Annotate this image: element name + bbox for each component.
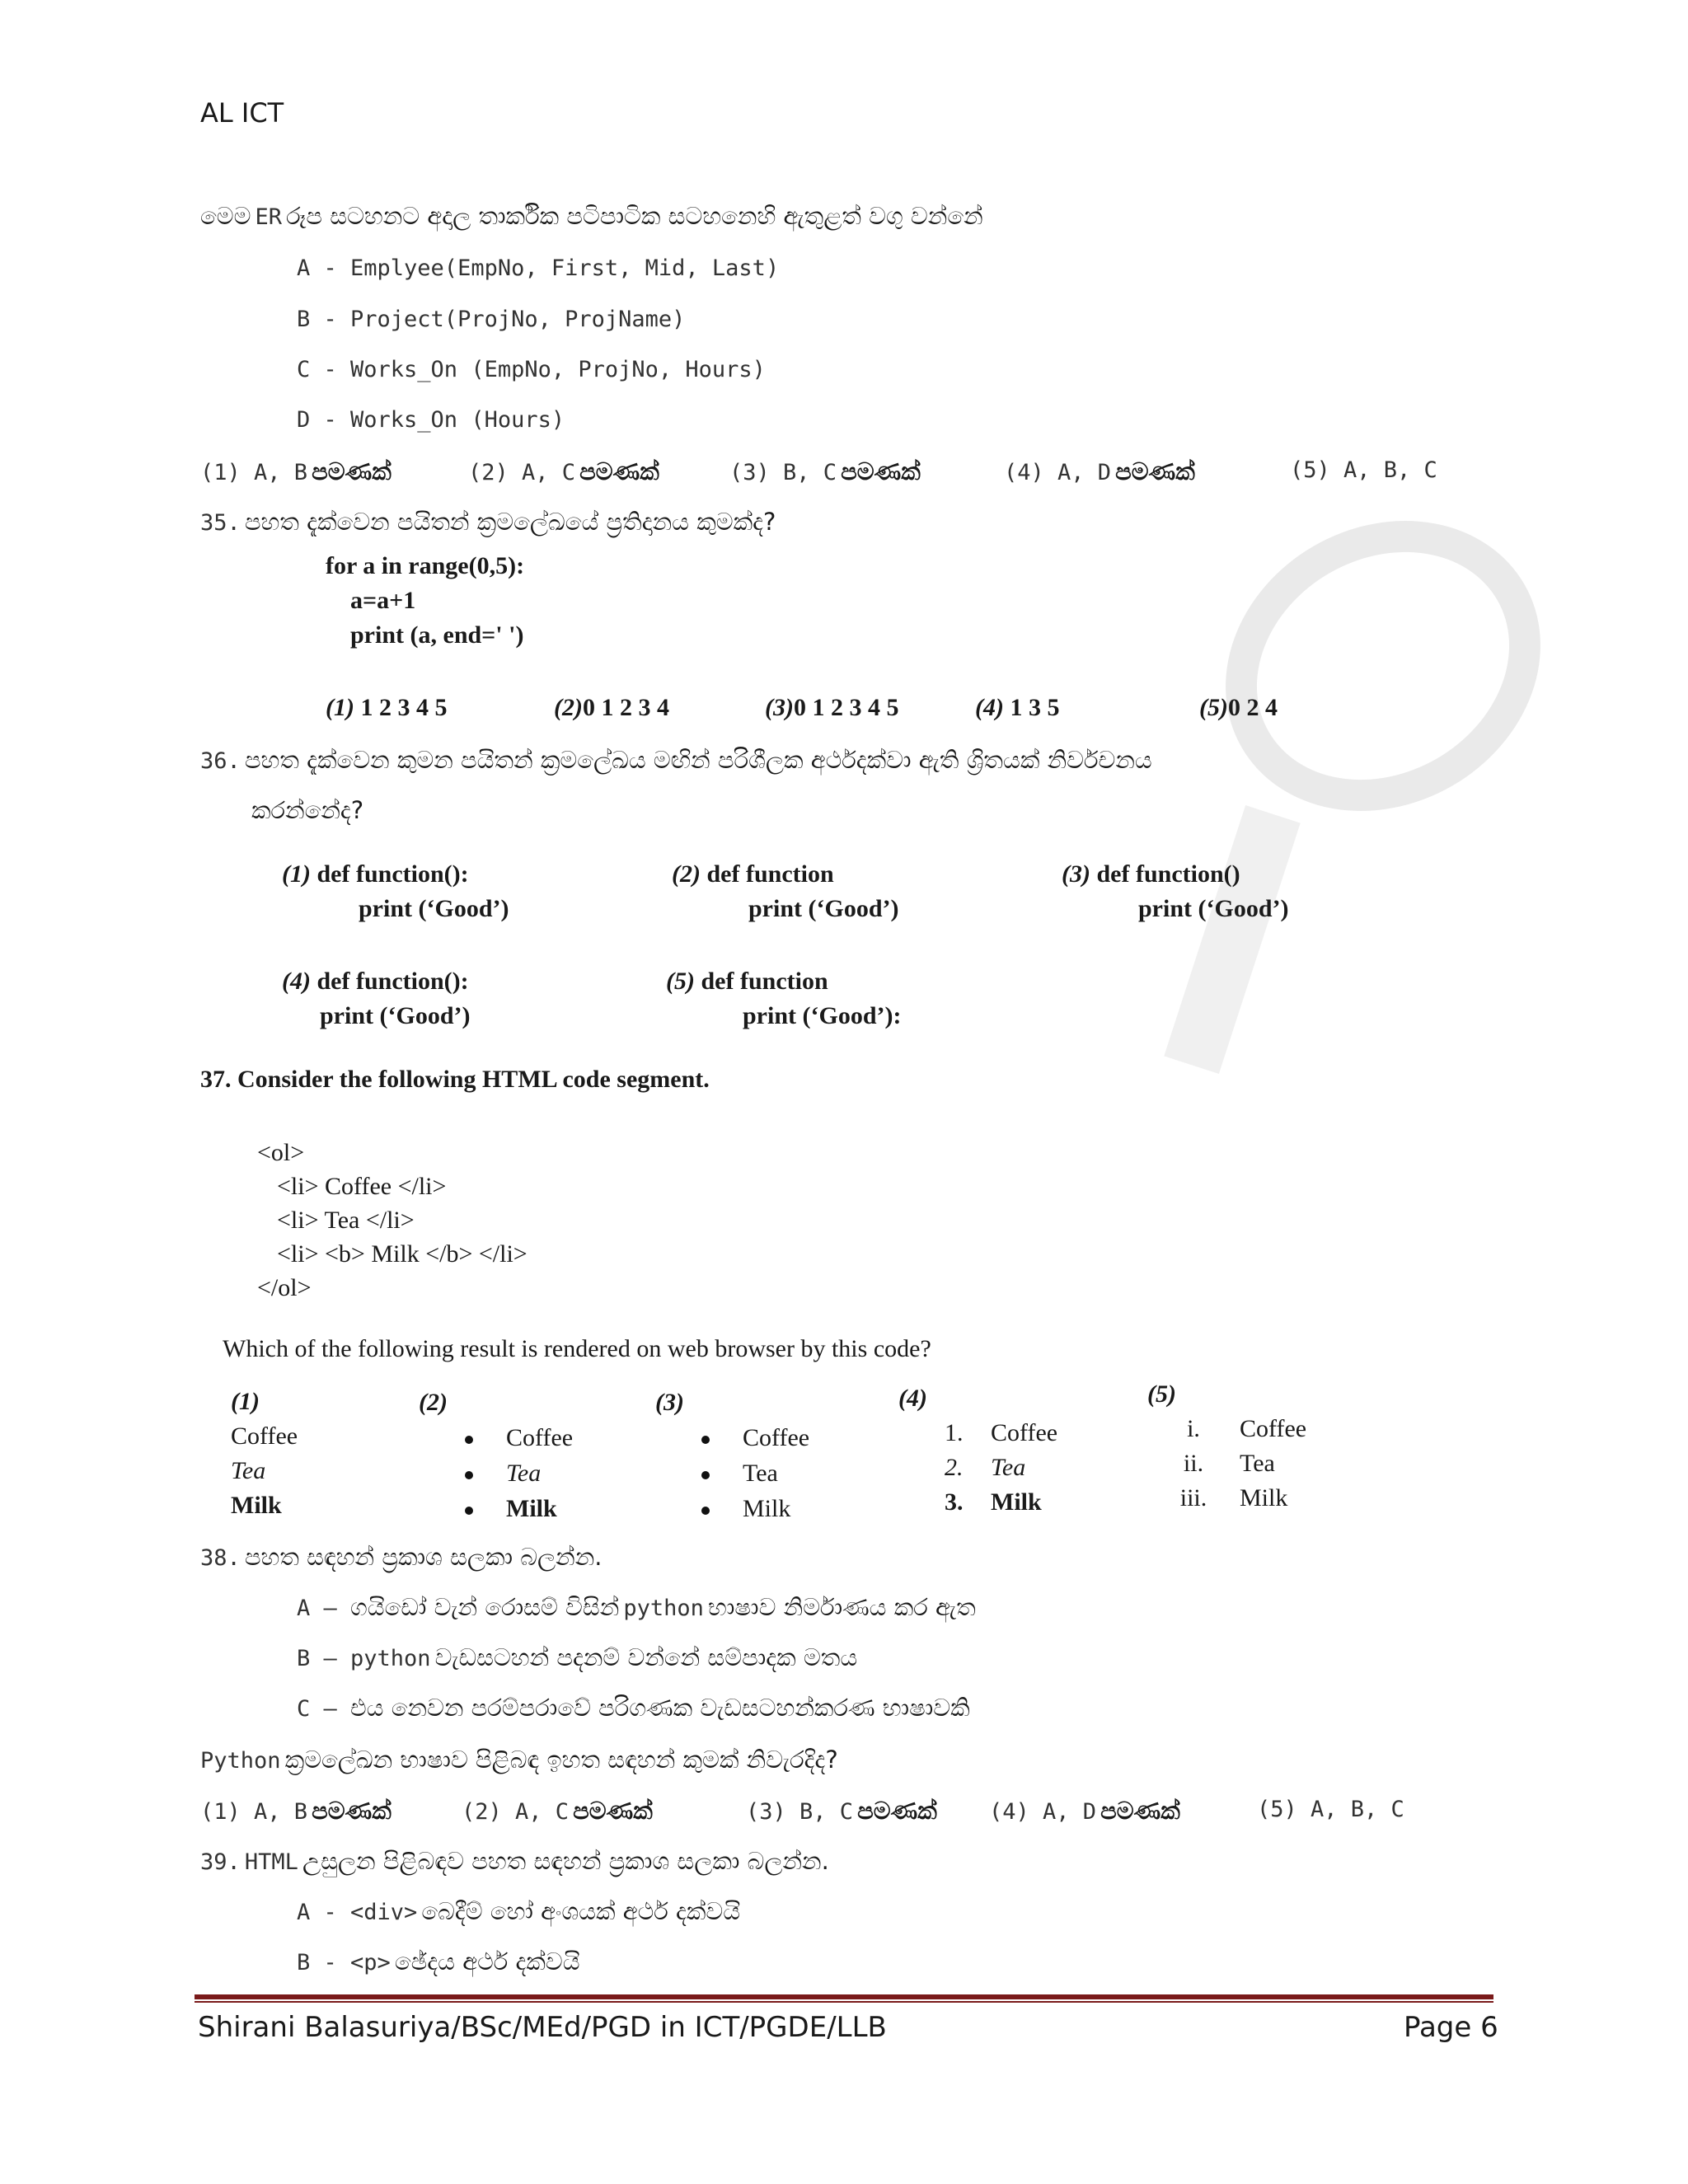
bullet-icon [465,1471,473,1479]
q36-option-1: (1) def function(): print (‘Good’) [282,860,509,922]
q36-option-3: (3) def function() print (‘Good’) [1062,860,1289,922]
bullet-icon [701,1436,710,1444]
q34-option-5: (5) A, B, C [1290,457,1437,483]
watermark-stroke [1164,805,1300,1074]
footer-author: Shirani Balasuriya/BSc/MEd/PGD in ICT/PGDE/LLB [198,2011,887,2044]
q36-question-cont: කරන්නේද? [251,796,364,824]
q34-option-1: (1) A, B පමණක් [200,457,392,485]
q36-option-5: (5) def function print (‘Good’): [666,968,902,1029]
q38-ask: Python ක්‍රමලේඛන භාෂාව පිළිබඳ ඉහත සඳහන් කුමක් නිවැරදිද? [200,1746,838,1774]
q37-option-2: (2) Coffee Tea Milk [419,1389,574,1522]
footer-rule [195,1994,1493,1999]
q38-option-2: (2) A, C පමණක් [462,1797,653,1825]
watermark-logo [1173,465,1594,868]
q38-option-5: (5) A, B, C [1257,1797,1404,1822]
q37-option-4: (4) 1. Coffee 2. Tea 3. Milk [898,1385,1058,1516]
bullet-icon [701,1471,710,1479]
q37-option-1: (1) Coffee Tea Milk [231,1388,298,1519]
q37-question: Which of the following result is rendered on web browser by this code? [223,1335,931,1362]
q35-option-2: (2)0 1 2 3 4 [554,694,669,721]
bullet-icon [465,1436,473,1444]
q39-question: 39. HTML උසුලන පිළිබඳව පහත සඳහන් ප්‍රකාශ සලකා බලන්න. [200,1847,829,1875]
bullet-icon [701,1507,710,1515]
q34-option-3: (3) B, C පමණක් [729,457,921,485]
q38-option-1: (1) A, B පමණක් [200,1797,392,1825]
q38-item-a: A – ගයිඩෝ වැන් රොසම් විසින් python භාෂාව නිර්මාණය කර ඇත [297,1593,976,1621]
q35-code-line-3: print (a, end=' ') [350,621,524,649]
q38-item-c: C – එය නෙවන පරම්පරාවේ පරිගණක වැඩසටහන්කරණ භාෂාවකි [297,1694,970,1722]
q34-option-4: (4) A, D පමණක් [1004,457,1195,485]
q35-option-1: (1) 1 2 3 4 5 [326,694,448,721]
q35-option-4: (4) 1 3 5 [975,694,1060,721]
q38-question: 38. පහත සඳහන් ප්‍රකාශ සලකා බලන්න. [200,1543,603,1571]
q38-option-4: (4) A, D පමණක් [989,1797,1180,1825]
q37-title: 37. Consider the following HTML code segment. [200,1066,710,1093]
q35-code-line-2: a=a+1 [350,587,416,614]
q37-option-5: (5) i. Coffee ii. Tea iii. Milk [1147,1380,1307,1511]
q35-option-5: (5)0 2 4 [1199,694,1278,721]
q36-option-2: (2) def function print (‘Good’) [672,860,899,922]
q35-question: 35. පහත දැක්වෙන පයිතන් ක්‍රමලේඛයේ ප්‍රතිදානය කුමක්ද? [200,508,776,536]
q34-item-c: C - Works_On (EmpNo, ProjNo, Hours) [297,357,766,382]
q34-intro: මෙම ER රූප සටහනට අදාල තාර්කික පටිපාටික සටහනෙහි ඇතුළත් වගු වන්නේ [200,202,983,230]
q39-item-b: B - <p> ඡේදය අර්ථ දක්වයි [297,1947,580,1975]
q35-option-3: (3)0 1 2 3 4 5 [765,694,899,721]
footer-page-number: Page 6 [1404,2011,1498,2044]
q34-item-b: B - Project(ProjNo, ProjName) [297,307,686,332]
page-header-title: AL ICT [200,97,284,129]
footer-rule-thin [195,2001,1493,2003]
q39-item-a: A - <div> බෙදීම් හෝ අංශයක් අර්ථ දක්වයි [297,1897,741,1925]
bullet-icon [465,1507,473,1515]
q36-question: 36. පහත දැක්වෙන කුමන පයිතන් ක්‍රමලේඛය මඟින් පරිශීලක අර්ථදක්වා ඇති ශ්‍රිතයක් නිර්වචනය [200,746,1152,774]
q34-option-2: (2) A, C පමණක් [468,457,659,485]
q37-option-3: (3) Coffee Tea Milk [655,1389,810,1522]
q37-code: <ol> <li> Coffee </li> <li> Tea </li> <li> <b> Milk </b> </li> </ol> [257,1139,528,1301]
q36-option-4: (4) def function(): print (‘Good’) [282,968,471,1029]
q38-option-3: (3) B, C පමණක් [746,1797,937,1825]
q34-item-a: A - Emplyee(EmpNo, First, Mid, Last) [297,255,780,281]
q35-code-line-1: for a in range(0,5): [326,552,525,579]
q34-item-d: D - Works_On (Hours) [297,407,565,433]
q38-item-b: B – python වැඩසටහන් පදනම් වන්නේ සම්පාදක මතය [297,1643,858,1671]
